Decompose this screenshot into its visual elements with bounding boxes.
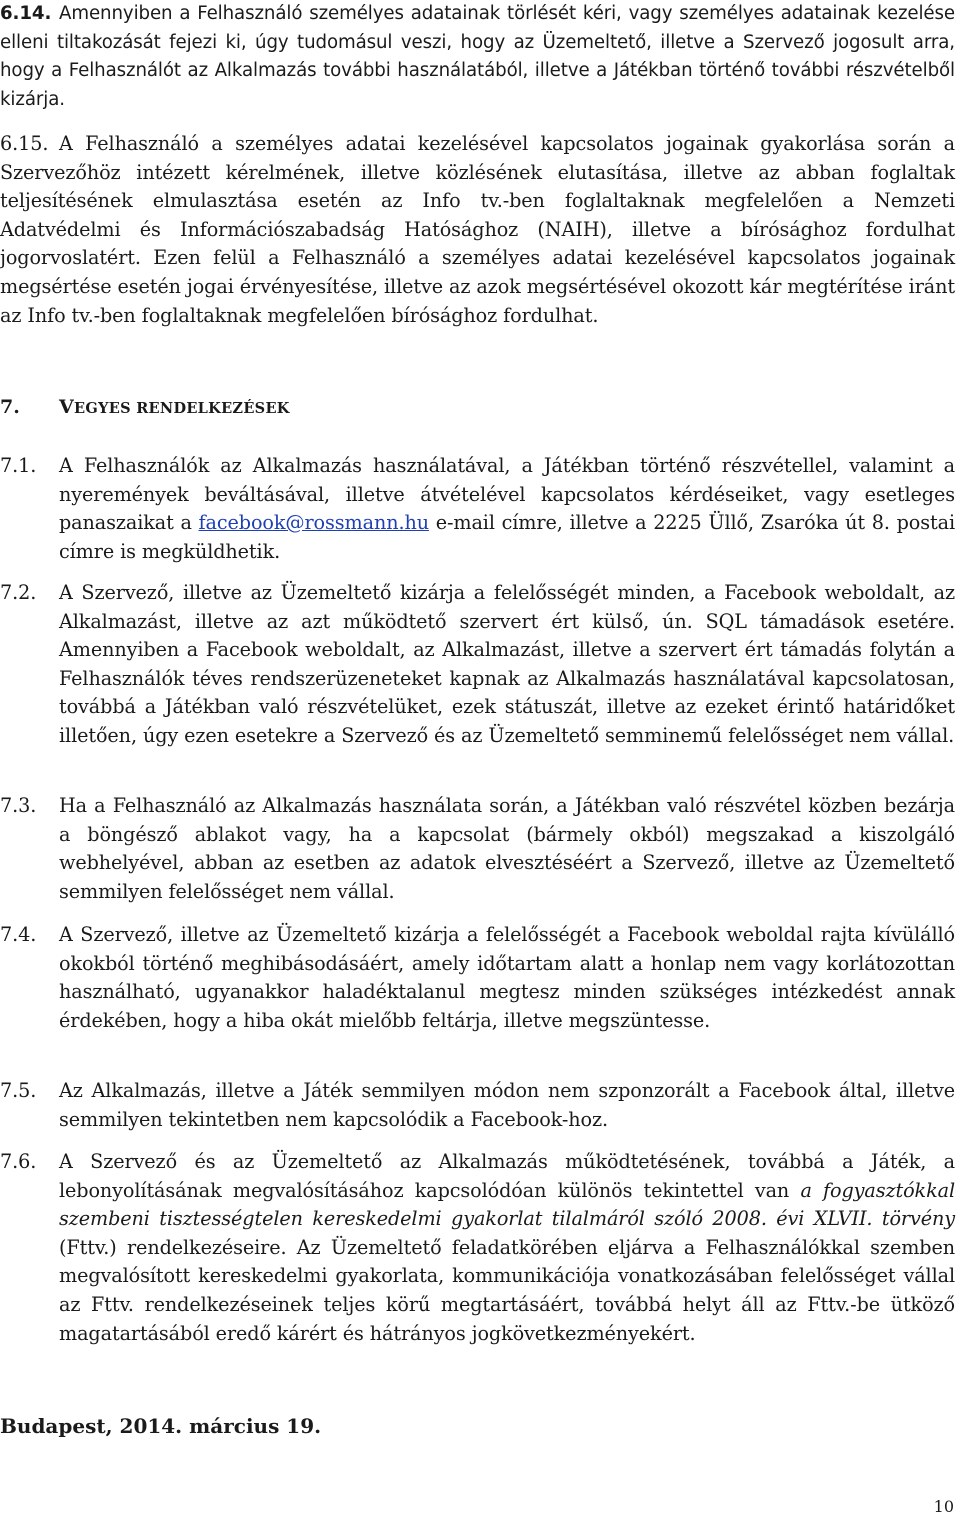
paragraph-7-2 bbox=[0, 579, 955, 751]
paragraph-6-14 bbox=[0, 0, 955, 114]
paragraph-number: 6.15. bbox=[0, 132, 49, 155]
paragraph-text: A Felhasználó a személyes adatai kezelésével kapcsolatos jogainak gyakorlása során a Szervezőhöz intézett kérelmének, illetve közlésének elutasítása, illetve az abban foglaltak teljesítésének elmulasztása esetén az Info tv.-ben foglaltaknak megfelelően a Nemzeti Adatvédelmi és Információszabadság Hatósághoz (NAIH), illetve a bírósághoz fordulhat jogorvoslatért. Ezen felül a Felhasználó a személyes adatai kezelésével kapcsolatos jogainak megsértése esetén jogai érvényesítése, illetve az azok megsértésével okozott kár megtérítése iránt az Info tv.-ben foglaltaknak megfelelően bírósághoz fordulhat. bbox=[0, 132, 955, 327]
paragraph-number: 7.1. bbox=[0, 454, 37, 477]
paragraph-text: A Szervező és az Üzemeltető az Alkalmazás működtetésének, továbbá a Játék, a lebonyolításának megvalósításához kapcsolódóan különös tekintettel van a fogyasztókkal szembeni tisztességtelen kereskedelmi gyakorlat tilalmáról szóló 2008. évi XLVII. törvény (Fttv.) rendelkezéseire. Az Üzemeltető feladatkörében eljárva a Felhasználókkal szemben megvalósított kereskedelmi gyakorlata, kommunikációja vonatkozásában felelősséget vállal az Fttv. rendelkezéseinek teljes körű megtartásáért, továbbá helyt áll az Fttv.-be ütköző magatartásából eredő kárért és hátrányos jogkövetkezményekért. bbox=[59, 1150, 955, 1345]
paragraph-text: A Szervező, illetve az Üzemeltető kizárja a felelősségét minden, a Facebook weboldalt, az Alkalmazást, illetve az azt működtető szervert ért külső, ún. SQL támadások esetére. Amennyiben a Facebook weboldalt, az Alkalmazást, illetve a szervert ért támadás folytán a Felhasználók téves rendszerüzeneteket kapnak az Alkalmazás használatával kapcsolatosan, továbbá a Játékban való részvételüket, ezek státuszát, illetve az ezeket érintő határidőket illetően, úgy ezen esetekre a Szervező és az Üzemeltető semminemű felelősséget nem vállal. bbox=[59, 581, 955, 747]
paragraph-6-15 bbox=[0, 130, 955, 330]
paragraph-text: A Felhasználók az Alkalmazás használatával, a Játékban történő részvétellel, valamint a nyeremények beváltásával, illetve átvételével kapcsolatos kérdéseiket, vagy esetleges panaszaikat a facebook@rossmann.hu e-mail címre, illetve a 2225 Üllő, Zsaróka út 8. postai címre is megküldhetik. bbox=[59, 454, 955, 563]
paragraph-text: Amennyiben a Felhasználó személyes adatainak törlését kéri, vagy személyes adatainak kezelése elleni tiltakozását fejezi ki, úgy tudomásul veszi, hogy az Üzemeltető, illetve a Szervező jogosult arra, hogy a Felhasználót az Alkalmazás további használatából, illetve a Játékban történő további részvételből kizárja. bbox=[0, 3, 955, 110]
paragraph-number: 7.3. bbox=[0, 794, 37, 817]
paragraph-7-4 bbox=[0, 921, 955, 1035]
paragraph-text: A Szervező, illetve az Üzemeltető kizárja a felelősségét a Facebook weboldal rajta kívülálló okokból történő meghibásodásáért, amely időtartam alatt a honlap nem vagy korlátozottan használható, ugyanakkor haladéktalanul megtesz minden szükséges intézkedést annak érdekében, hogy a hiba okát mielőbb feltárja, illetve megszüntesse. bbox=[59, 923, 955, 1032]
paragraph-text: Az Alkalmazás, illetve a Játék semmilyen módon nem szponzorált a Facebook által, illetve semmilyen tekintetben nem kapcsolódik a Facebook-hoz. bbox=[59, 1079, 955, 1131]
section-title: VEGYES RENDELKEZÉSEK bbox=[59, 396, 290, 418]
paragraph-number: 7.2. bbox=[0, 581, 37, 604]
paragraph-number: 7.6. bbox=[0, 1150, 37, 1173]
paragraph-number: 7.5. bbox=[0, 1079, 37, 1102]
paragraph-7-3 bbox=[0, 792, 955, 906]
page-number: 10 bbox=[933, 1497, 954, 1516]
email-link[interactable]: facebook@rossmann.hu bbox=[198, 511, 429, 535]
paragraph-7-1 bbox=[0, 452, 955, 566]
paragraph-number: 6.14. bbox=[0, 3, 52, 24]
paragraph-7-5 bbox=[0, 1077, 955, 1134]
paragraph-text: Ha a Felhasználó az Alkalmazás használata során, a Játékban való részvétel közben bezárja a böngésző ablakot vagy, ha a kapcsolat (bármely okból) megszakad a kiszolgáló webhelyével, abban az esetben az adatok elvesztéséért a Szervező, illetve az Üzemeltető semmilyen felelősséget nem vállal. bbox=[59, 794, 955, 903]
section-number: 7. bbox=[0, 396, 20, 418]
law-title: a fogyasztókkal szembeni tisztességtelen kereskedelmi gyakorlat tilalmáról szóló 2008. évi XLVII. törvény bbox=[59, 1178, 955, 1231]
signoff-date: Budapest, 2014. március 19. bbox=[0, 1414, 322, 1438]
paragraph-7-6 bbox=[0, 1148, 955, 1348]
paragraph-number: 7.4. bbox=[0, 923, 37, 946]
